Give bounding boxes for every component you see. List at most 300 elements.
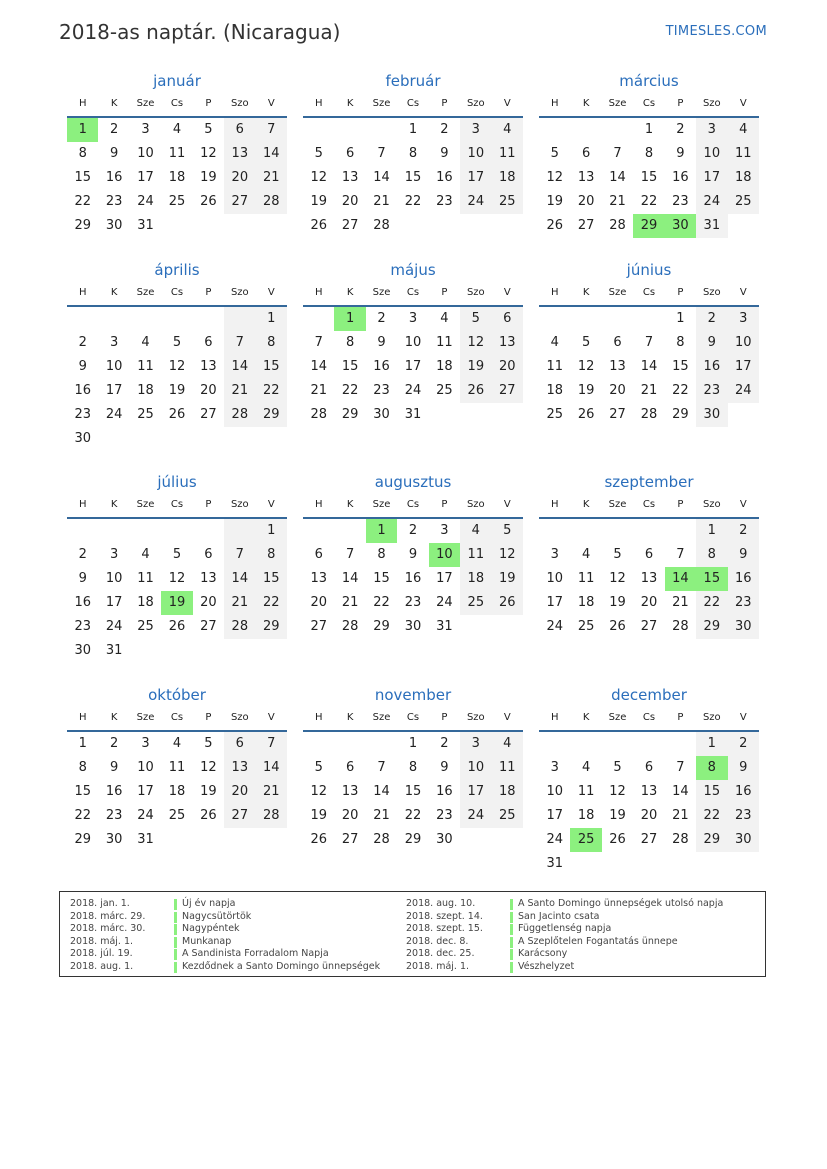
day-cell[interactable]: 8 [408,760,418,775]
day-cell[interactable]: 24 [696,190,727,214]
day-cell[interactable]: 26 [200,808,217,823]
day-cell[interactable]: 8 [78,146,87,161]
day-cell[interactable]: 21 [256,780,287,804]
day-cell[interactable]: 9 [408,547,418,562]
day-cell[interactable]: 27 [577,218,595,233]
day-cell[interactable]: 23 [74,619,91,634]
day-cell[interactable]: 4 [492,732,523,756]
day-cell[interactable]: 14 [341,571,359,586]
day-cell[interactable]: 28 [640,407,658,422]
day-cell[interactable]: 18 [436,359,453,374]
day-cell[interactable]: 6 [224,732,255,756]
day-cell[interactable]: 1 [644,122,654,137]
day-cell[interactable]: 27 [609,407,626,422]
day-cell[interactable]: 22 [696,591,727,615]
day-cell[interactable]: 28 [256,804,287,828]
day-cell[interactable]: 17 [105,595,123,610]
day-cell[interactable]: 29 [633,214,664,238]
day-cell[interactable]: 17 [460,166,491,190]
day-cell[interactable]: 3 [141,122,150,137]
day-cell[interactable]: 22 [373,595,390,610]
day-cell[interactable]: 16 [74,383,91,398]
day-cell[interactable]: 20 [310,595,327,610]
day-cell[interactable]: 24 [546,619,563,634]
day-cell[interactable]: 9 [440,760,449,775]
day-cell[interactable]: 7 [676,547,685,562]
day-cell[interactable]: 14 [373,170,390,185]
day-cell[interactable]: 4 [141,335,150,350]
day-cell[interactable]: 12 [609,571,626,586]
day-cell[interactable]: 28 [256,190,287,214]
day-cell[interactable]: 7 [644,335,654,350]
day-cell[interactable]: 27 [224,804,255,828]
day-cell[interactable]: 1 [696,732,727,756]
day-cell[interactable]: 17 [696,166,727,190]
day-cell[interactable]: 13 [341,170,359,185]
day-cell[interactable]: 5 [172,547,182,562]
day-cell[interactable]: 29 [404,832,422,847]
day-cell[interactable]: 18 [137,383,154,398]
day-cell[interactable]: 7 [224,331,255,355]
day-cell[interactable]: 13 [200,571,217,586]
day-cell[interactable]: 28 [310,407,327,422]
day-cell[interactable]: 23 [436,194,453,209]
day-cell[interactable]: 30 [404,619,422,634]
day-cell[interactable]: 26 [577,407,595,422]
day-cell[interactable]: 24 [404,383,422,398]
day-cell[interactable]: 25 [460,591,491,615]
day-cell[interactable]: 29 [696,828,727,852]
day-cell[interactable]: 21 [224,379,255,403]
day-cell[interactable]: 8 [377,547,386,562]
day-cell[interactable]: 2 [109,736,119,751]
day-cell[interactable]: 11 [728,142,759,166]
day-cell[interactable]: 15 [256,355,287,379]
day-cell[interactable]: 3 [550,547,559,562]
day-cell[interactable]: 21 [672,808,689,823]
day-cell[interactable]: 20 [609,383,626,398]
day-cell[interactable]: 8 [345,335,355,350]
day-cell[interactable]: 22 [256,379,287,403]
day-cell[interactable]: 22 [341,383,359,398]
day-cell[interactable]: 28 [341,619,359,634]
day-cell[interactable]: 30 [105,218,123,233]
day-cell[interactable]: 16 [728,567,759,591]
day-cell[interactable]: 23 [105,808,123,823]
day-cell[interactable]: 7 [377,146,386,161]
day-cell[interactable]: 21 [341,595,359,610]
day-cell[interactable]: 25 [137,619,154,634]
day-cell[interactable]: 5 [550,146,559,161]
brand-link[interactable]: TIMESLES.COM [665,24,767,39]
day-cell[interactable]: 23 [728,591,759,615]
day-cell[interactable]: 18 [168,170,186,185]
day-cell[interactable]: 1 [256,307,287,331]
day-cell[interactable]: 27 [224,190,255,214]
day-cell[interactable]: 16 [436,170,453,185]
day-cell[interactable]: 21 [256,166,287,190]
day-cell[interactable]: 25 [570,828,601,852]
day-cell[interactable]: 9 [696,331,727,355]
day-cell[interactable]: 28 [373,832,390,847]
day-cell[interactable]: 3 [109,335,119,350]
day-cell[interactable]: 16 [74,595,91,610]
day-cell[interactable]: 10 [105,571,123,586]
day-cell[interactable]: 23 [74,407,91,422]
day-cell[interactable]: 18 [728,166,759,190]
day-cell[interactable]: 26 [609,619,626,634]
day-cell[interactable]: 27 [200,407,217,422]
day-cell[interactable]: 12 [310,784,327,799]
day-cell[interactable]: 5 [172,335,182,350]
day-cell[interactable]: 7 [256,118,287,142]
day-cell[interactable]: 30 [728,828,759,852]
day-cell[interactable]: 10 [137,760,154,775]
day-cell[interactable]: 31 [546,856,563,871]
day-cell[interactable]: 20 [341,808,359,823]
day-cell[interactable]: 23 [696,379,727,403]
day-cell[interactable]: 14 [310,359,327,374]
day-cell[interactable]: 8 [256,331,287,355]
day-cell[interactable]: 2 [696,307,727,331]
day-cell[interactable]: 26 [609,832,626,847]
day-cell[interactable]: 25 [492,804,523,828]
day-cell[interactable]: 12 [492,543,523,567]
day-cell[interactable]: 27 [200,619,217,634]
day-cell[interactable]: 22 [640,194,658,209]
day-cell[interactable]: 24 [137,808,154,823]
day-cell[interactable]: 24 [436,595,453,610]
day-cell[interactable]: 16 [436,784,453,799]
day-cell[interactable]: 4 [581,760,591,775]
day-cell[interactable]: 5 [460,307,491,331]
day-cell[interactable]: 6 [314,547,323,562]
day-cell[interactable]: 8 [696,543,727,567]
day-cell[interactable]: 9 [728,543,759,567]
day-cell[interactable]: 21 [672,595,689,610]
day-cell[interactable]: 28 [672,619,689,634]
day-cell[interactable]: 21 [373,194,390,209]
day-cell[interactable]: 16 [404,571,422,586]
day-cell[interactable]: 26 [310,218,327,233]
day-cell[interactable]: 7 [256,732,287,756]
day-cell[interactable]: 13 [341,784,359,799]
day-cell[interactable]: 12 [609,784,626,799]
day-cell[interactable]: 14 [224,567,255,591]
day-cell[interactable]: 13 [310,571,327,586]
day-cell[interactable]: 15 [696,567,727,591]
day-cell[interactable]: 14 [256,756,287,780]
day-cell[interactable]: 9 [78,571,87,586]
day-cell[interactable]: 25 [168,808,186,823]
day-cell[interactable]: 20 [224,166,255,190]
day-cell[interactable]: 7 [377,760,386,775]
day-cell[interactable]: 12 [168,359,186,374]
day-cell[interactable]: 5 [204,736,213,751]
day-cell[interactable]: 1 [67,118,98,142]
day-cell[interactable]: 15 [74,170,91,185]
day-cell[interactable]: 8 [256,543,287,567]
day-cell[interactable]: 15 [256,567,287,591]
day-cell[interactable]: 10 [460,756,491,780]
day-cell[interactable]: 4 [172,122,182,137]
day-cell[interactable]: 29 [696,615,727,639]
day-cell[interactable]: 24 [105,619,123,634]
day-cell[interactable]: 4 [550,335,559,350]
day-cell[interactable]: 4 [460,519,491,543]
day-cell[interactable]: 22 [404,808,422,823]
day-cell[interactable]: 12 [460,331,491,355]
day-cell[interactable]: 21 [640,383,658,398]
day-cell[interactable]: 15 [696,780,727,804]
day-cell[interactable]: 29 [74,832,91,847]
day-cell[interactable]: 1 [696,519,727,543]
day-cell[interactable]: 31 [404,407,422,422]
day-cell[interactable]: 4 [141,547,150,562]
day-cell[interactable]: 16 [105,170,123,185]
day-cell[interactable]: 1 [366,519,397,543]
day-cell[interactable]: 13 [200,359,217,374]
day-cell[interactable]: 16 [373,359,390,374]
day-cell[interactable]: 19 [609,808,626,823]
day-cell[interactable]: 23 [436,808,453,823]
day-cell[interactable]: 9 [78,359,87,374]
day-cell[interactable]: 2 [728,732,759,756]
day-cell[interactable]: 29 [341,407,359,422]
day-cell[interactable]: 1 [408,736,418,751]
day-cell[interactable]: 15 [74,784,91,799]
day-cell[interactable]: 13 [609,359,626,374]
day-cell[interactable]: 18 [137,595,154,610]
day-cell[interactable]: 20 [341,194,359,209]
day-cell[interactable]: 31 [137,832,154,847]
day-cell[interactable]: 23 [373,383,390,398]
day-cell[interactable]: 20 [492,355,523,379]
day-cell[interactable]: 15 [404,170,422,185]
day-cell[interactable]: 29 [672,407,689,422]
day-cell[interactable]: 29 [74,218,91,233]
day-cell[interactable]: 5 [492,519,523,543]
day-cell[interactable]: 31 [137,218,154,233]
day-cell[interactable]: 5 [314,146,323,161]
day-cell[interactable]: 3 [440,523,449,538]
day-cell[interactable]: 9 [109,146,119,161]
day-cell[interactable]: 12 [546,170,563,185]
day-cell[interactable]: 7 [676,760,685,775]
day-cell[interactable]: 16 [672,170,689,185]
day-cell[interactable]: 2 [109,122,119,137]
day-cell[interactable]: 1 [78,736,87,751]
day-cell[interactable]: 19 [200,784,217,799]
day-cell[interactable]: 29 [373,619,390,634]
day-cell[interactable]: 17 [105,383,123,398]
day-cell[interactable]: 3 [696,118,727,142]
day-cell[interactable]: 4 [492,118,523,142]
day-cell[interactable]: 21 [609,194,626,209]
day-cell[interactable]: 30 [74,431,91,446]
day-cell[interactable]: 25 [436,383,453,398]
day-cell[interactable]: 22 [404,194,422,209]
day-cell[interactable]: 25 [546,407,563,422]
day-cell[interactable]: 28 [224,403,255,427]
day-cell[interactable]: 27 [341,218,359,233]
day-cell[interactable]: 23 [404,595,422,610]
day-cell[interactable]: 12 [168,571,186,586]
day-cell[interactable]: 5 [613,547,622,562]
day-cell[interactable]: 10 [696,142,727,166]
day-cell[interactable]: 13 [640,784,658,799]
day-cell[interactable]: 6 [644,547,654,562]
day-cell[interactable]: 3 [141,736,150,751]
day-cell[interactable]: 30 [436,832,453,847]
day-cell[interactable]: 26 [168,619,186,634]
day-cell[interactable]: 25 [728,190,759,214]
day-cell[interactable]: 2 [440,122,449,137]
day-cell[interactable]: 30 [373,407,390,422]
day-cell[interactable]: 12 [310,170,327,185]
day-cell[interactable]: 19 [310,808,327,823]
day-cell[interactable]: 13 [640,571,658,586]
day-cell[interactable]: 10 [546,571,563,586]
day-cell[interactable]: 19 [161,591,192,615]
day-cell[interactable]: 4 [728,118,759,142]
day-cell[interactable]: 3 [109,547,119,562]
day-cell[interactable]: 30 [665,214,696,238]
day-cell[interactable]: 10 [137,146,154,161]
day-cell[interactable]: 13 [577,170,595,185]
day-cell[interactable]: 13 [224,756,255,780]
day-cell[interactable]: 3 [550,760,559,775]
day-cell[interactable]: 18 [546,383,563,398]
day-cell[interactable]: 24 [546,832,563,847]
day-cell[interactable]: 1 [334,307,365,331]
day-cell[interactable]: 21 [310,383,327,398]
day-cell[interactable]: 3 [460,118,491,142]
day-cell[interactable]: 6 [492,307,523,331]
day-cell[interactable]: 20 [640,808,658,823]
day-cell[interactable]: 5 [581,335,591,350]
day-cell[interactable]: 18 [492,166,523,190]
day-cell[interactable]: 2 [78,547,87,562]
day-cell[interactable]: 25 [137,407,154,422]
day-cell[interactable]: 2 [377,311,386,326]
day-cell[interactable]: 20 [577,194,595,209]
day-cell[interactable]: 18 [577,808,595,823]
day-cell[interactable]: 11 [492,756,523,780]
day-cell[interactable]: 24 [137,194,154,209]
day-cell[interactable]: 24 [105,407,123,422]
day-cell[interactable]: 1 [408,122,418,137]
day-cell[interactable]: 27 [492,379,523,403]
day-cell[interactable]: 11 [168,760,186,775]
day-cell[interactable]: 3 [408,311,418,326]
day-cell[interactable]: 13 [492,331,523,355]
day-cell[interactable]: 25 [492,190,523,214]
day-cell[interactable]: 5 [314,760,323,775]
day-cell[interactable]: 9 [109,760,119,775]
day-cell[interactable]: 27 [640,832,658,847]
day-cell[interactable]: 31 [696,214,727,238]
day-cell[interactable]: 11 [460,543,491,567]
day-cell[interactable]: 4 [440,311,449,326]
day-cell[interactable]: 11 [168,146,186,161]
day-cell[interactable]: 27 [640,619,658,634]
day-cell[interactable]: 6 [204,335,213,350]
day-cell[interactable]: 9 [676,146,685,161]
day-cell[interactable]: 9 [377,335,386,350]
day-cell[interactable]: 10 [460,142,491,166]
day-cell[interactable]: 30 [696,403,727,427]
day-cell[interactable]: 20 [640,595,658,610]
day-cell[interactable]: 10 [728,331,759,355]
day-cell[interactable]: 17 [404,359,422,374]
day-cell[interactable]: 11 [137,359,154,374]
day-cell[interactable]: 15 [672,359,689,374]
day-cell[interactable]: 31 [105,643,123,658]
day-cell[interactable]: 6 [581,146,591,161]
day-cell[interactable]: 3 [728,307,759,331]
day-cell[interactable]: 19 [609,595,626,610]
day-cell[interactable]: 17 [728,355,759,379]
day-cell[interactable]: 7 [345,547,355,562]
day-cell[interactable]: 19 [168,383,186,398]
day-cell[interactable]: 21 [224,591,255,615]
day-cell[interactable]: 19 [492,567,523,591]
day-cell[interactable]: 25 [168,194,186,209]
day-cell[interactable]: 16 [105,784,123,799]
day-cell[interactable]: 4 [581,547,591,562]
day-cell[interactable]: 22 [672,383,689,398]
day-cell[interactable]: 14 [224,355,255,379]
day-cell[interactable]: 18 [492,780,523,804]
day-cell[interactable]: 2 [78,335,87,350]
day-cell[interactable]: 12 [577,359,595,374]
day-cell[interactable]: 14 [665,567,696,591]
day-cell[interactable]: 28 [672,832,689,847]
day-cell[interactable]: 7 [613,146,622,161]
day-cell[interactable]: 17 [137,784,154,799]
day-cell[interactable]: 23 [728,804,759,828]
day-cell[interactable]: 27 [310,619,327,634]
day-cell[interactable]: 24 [460,804,491,828]
day-cell[interactable]: 30 [105,832,123,847]
day-cell[interactable]: 11 [492,142,523,166]
day-cell[interactable]: 9 [728,756,759,780]
day-cell[interactable]: 21 [373,808,390,823]
day-cell[interactable]: 28 [373,218,390,233]
day-cell[interactable]: 28 [609,218,626,233]
day-cell[interactable]: 2 [440,736,449,751]
day-cell[interactable]: 26 [200,194,217,209]
day-cell[interactable]: 5 [613,760,622,775]
day-cell[interactable]: 23 [105,194,123,209]
day-cell[interactable]: 17 [137,170,154,185]
day-cell[interactable]: 15 [640,170,658,185]
day-cell[interactable]: 1 [676,311,685,326]
day-cell[interactable]: 26 [492,591,523,615]
day-cell[interactable]: 1 [256,519,287,543]
day-cell[interactable]: 2 [676,122,685,137]
day-cell[interactable]: 6 [613,335,622,350]
day-cell[interactable]: 18 [577,595,595,610]
day-cell[interactable]: 14 [373,784,390,799]
day-cell[interactable]: 13 [224,142,255,166]
day-cell[interactable]: 19 [200,170,217,185]
day-cell[interactable]: 11 [577,784,595,799]
day-cell[interactable]: 5 [204,122,213,137]
day-cell[interactable]: 14 [640,359,658,374]
day-cell[interactable]: 11 [137,571,154,586]
